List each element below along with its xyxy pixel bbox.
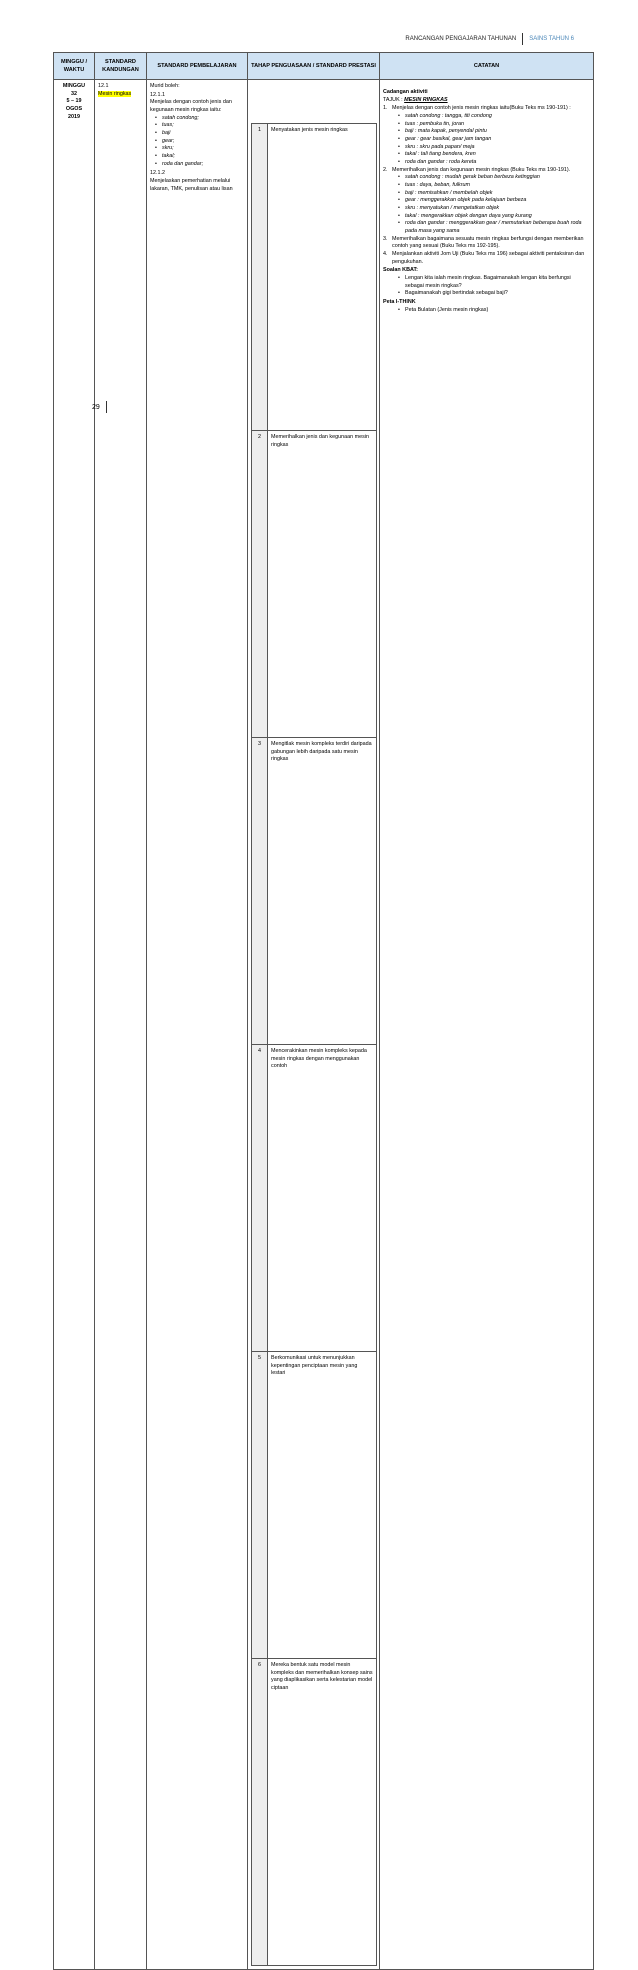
level-row (252, 1045, 377, 1352)
list-item: • skru : skru pada papan/ meja (405, 144, 590, 152)
content-title: Mesin ringkas (98, 90, 132, 97)
level-row (252, 738, 377, 1045)
page-number: 29 (92, 403, 100, 411)
level-number: 1 (252, 124, 268, 431)
learning-code-1: 12.1.1 (150, 91, 165, 98)
list-item: • Lengan kita ialah mesin ringkas. Bagaimanakah lengan kita berfungsi sebagai mesin ringkas? (405, 275, 590, 290)
activity-text: Menjelas dengan contoh jenis mesin ringkas iaitu(Buku Teks ms 190-191) : (392, 105, 571, 112)
list-item: • Peta Bulatan (Jenis mesin ringkas) (405, 307, 590, 315)
topic-line (383, 97, 590, 105)
activity-step: 4. Menjalankan aktiviti Jom Uji (Buku Teks ms 196) sebagai aktiviti pentaksiran dan pengukuhan. (383, 251, 585, 265)
page-footer (92, 401, 107, 413)
level-number: 3 (252, 738, 268, 1045)
level-text: Mereka bentuk satu model mesin kompleks dan memerihalkan konsep sains yang diaplikasikan serta kelestarian model ciptaan (268, 1659, 377, 1966)
learning-code-2: 12.1.2 (150, 170, 165, 177)
content-code: 12.1 (98, 83, 109, 89)
list-item: • takal : mengerakkan objek dengan daya yang kurang (405, 213, 590, 221)
level-text: Memerihalkan jenis dan kegunaan mesin ringkas (268, 431, 377, 738)
list-item: • roda dan gandar : roda kereta (405, 159, 590, 167)
activity-list (383, 113, 590, 167)
week-label: MINGGU (62, 83, 86, 89)
table-row (54, 80, 594, 1970)
list-item: • skru : menyatukan / mengetatkan objek (405, 205, 590, 213)
ithink-title: Peta I-THINK (383, 299, 416, 306)
level-number: 2 (252, 431, 268, 738)
activity-text: Memerihalkan bagaimana sesuatu mesin ringkas berfungsi dengan memberikan contoh yang sesuai (Buku Teks ms 192-195). (392, 235, 584, 250)
learning-text-2: Menjelaskan pemerhatian melalui lakaran, TMK, penulisan atau lisan (150, 178, 233, 192)
document-title: RANCANGAN PENGAJARAN TAHUNAN (405, 36, 517, 42)
level-row (252, 1352, 377, 1659)
list-item: • takal : tali tiang bendera, kren (405, 151, 590, 159)
level-number: 5 (252, 1352, 268, 1659)
week-number: 32 (71, 90, 77, 97)
list-item: • roda dan gandar; (162, 161, 244, 169)
level-number: 4 (252, 1045, 268, 1352)
list-item: • baji (162, 130, 244, 138)
kbat-title: Soalan KBAT: (383, 267, 418, 274)
activity-text: Menjalankan aktiviti Jom Uji (Buku Teks ms 196) sebagai aktiviti pentaksiran dan pengukuhan. (392, 251, 585, 265)
week-year: 2019 (68, 113, 80, 120)
level-text: Menyatakan jenis mesin ringkas (268, 124, 377, 431)
level-text: Berkomunikasi untuk menunjukkan kepentingan penciptaan mesin yang lestari (268, 1352, 377, 1659)
header-divider (522, 33, 523, 45)
list-item: • Bagaimanakah gigi bertindak sebagai baji? (405, 290, 590, 298)
week-dates: 5 – 19 (66, 98, 82, 105)
list-item: • gear; (162, 138, 244, 146)
header-notes: CATATAN (380, 53, 594, 80)
learning-intro: Murid boleh: (150, 83, 180, 89)
list-item: • gear : gear basikal, gear jam tangan (405, 136, 590, 144)
list-item: • satah condong : mudah gerak beban berbeza ketinggian (405, 174, 590, 182)
notes-title: Cadangan aktiviti (383, 89, 428, 95)
lesson-plan-table (53, 52, 594, 1970)
learning-standard-cell (147, 80, 248, 1970)
activity-step: 2. Memerihalkan jenis dan kegunaan mesin ringkas (Buku Teks ms 190-191). (383, 166, 571, 173)
content-standard-cell (95, 80, 147, 1970)
topic-value: MESIN RINGKAS (404, 96, 448, 103)
header-content-standard: STANDARD KANDUNGAN (95, 53, 147, 80)
activity-list (383, 174, 590, 235)
machine-type-list (150, 115, 244, 169)
footer-divider (106, 401, 107, 413)
list-item: • tuas; (162, 122, 244, 130)
activity-step: 1. Menjelas dengan contoh jenis mesin ringkas iaitu(Buku Teks ms 190-191) : (383, 105, 571, 112)
week-month: OGOS (65, 106, 83, 113)
topic-label: TAJUK : (383, 96, 403, 103)
ithink-list (383, 307, 590, 315)
performance-cell (248, 80, 380, 1970)
level-number: 6 (252, 1659, 268, 1966)
learning-text-1: Menjelas dengan contoh jenis dan kegunaan mesin ringkas iaitu: (150, 99, 232, 114)
list-item: • baji : memisahkan / membelah objek (405, 190, 590, 198)
kbat-list (383, 275, 590, 298)
level-text: Mencerakinkan mesin kompleks kepada mesin ringkas dengan menggunakan contoh (268, 1045, 377, 1352)
week-cell (54, 80, 95, 1970)
header-week: MINGGU / WAKTU (54, 53, 95, 80)
list-item: • roda dan gandar : menggerakkan gear / memutarkan beberapa buah roda pada masa yang sama (405, 220, 590, 235)
header-learning-standard: STANDARD PEMBELAJARAN (147, 53, 248, 80)
activity-text: Memerihalkan jenis dan kegunaan mesin ringkas (Buku Teks ms 190-191). (392, 166, 571, 173)
activity-step: 3. Memerihalkan bagaimana sesuatu mesin ringkas berfungsi dengan memberikan contoh yang sesuai (Buku Teks ms 192-195). (383, 235, 584, 250)
header-performance: TAHAP PENGUASAAN / STANDARD PRESTASI (248, 53, 380, 80)
list-item: • skru; (162, 145, 244, 153)
level-row (252, 1659, 377, 1966)
list-item: • takal; (162, 153, 244, 161)
performance-levels-table (251, 123, 377, 1966)
level-row (252, 124, 377, 431)
list-item: • satah condong; (162, 115, 244, 123)
table-header-row (54, 53, 594, 80)
list-item: • satah condong : tangga, titi condong (405, 113, 590, 121)
page-header (405, 33, 574, 45)
notes-cell (380, 80, 594, 1970)
level-text: Mengitlak mesin kompleks terdiri daripada gabungan lebih daripada satu mesin ringkas (268, 738, 377, 1045)
level-row (252, 431, 377, 738)
subject-label: SAINS TAHUN 6 (529, 36, 574, 42)
list-item: • baji : mata kapak, penyendal pintu (405, 128, 590, 136)
list-item: • tuas : daya, beban, fulkrum (405, 182, 590, 190)
list-item: • tuas : pembuka tin, joran (405, 121, 590, 129)
list-item: • gear : menggerakkan objek pada kelajuan berbeza (405, 197, 590, 205)
